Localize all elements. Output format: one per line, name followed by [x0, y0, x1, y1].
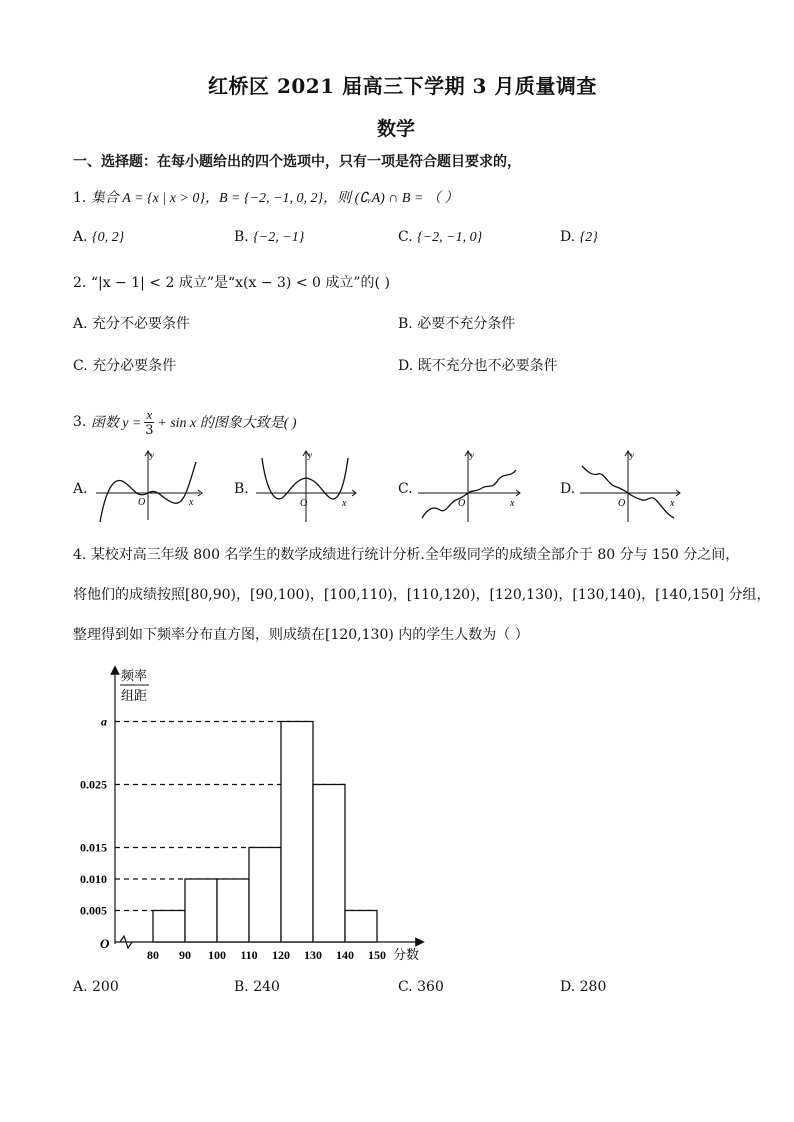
x-tick-label: 140: [336, 948, 354, 962]
question-4-line2: 将他们的成绩按照[80,90)，[90,100)，[100,110)，[110,120)，[120,130)，[130,140)，[140,150] 分组，: [73, 587, 771, 603]
question-stem: “|x − 1| < 2 成立”是“x(x − 3) < 0 成立”的( ): [90, 275, 390, 291]
section-heading: 一、选择题：在每小题给出的四个选项中，只有一项是符合题目要求的，: [73, 154, 521, 170]
question-stem: 某校对高三年级 800 名学生的数学成绩进行统计分析.全年级同学的成绩全部介于 80 分与 150 分之间，: [90, 547, 740, 563]
x-tick-label: 80: [147, 948, 159, 962]
x-tick-label: 130: [304, 948, 322, 962]
question-number: 2.: [73, 275, 87, 291]
option-3b-label[interactable]: B.: [234, 481, 249, 497]
option-2a[interactable]: A. 充分不必要条件: [73, 316, 191, 332]
question-1: [73, 187, 458, 207]
option-3d-graph[interactable]: [578, 448, 684, 524]
x-axis-label: 分数: [393, 947, 420, 962]
question-4-line1: [73, 544, 739, 564]
question-4-line3: 整理得到如下频率分布直方图，则成绩在[120,130) 内的学生人数为（ ）: [73, 627, 529, 643]
option-2b[interactable]: B. 必要不充分条件: [398, 316, 516, 332]
page-title: 红桥区 2021 届高三下学期 3 月质量调查: [208, 74, 597, 98]
histogram-bar: [345, 911, 377, 943]
y-tick-label: a: [101, 714, 107, 729]
origin-label: O: [138, 497, 146, 508]
x-axis-label: x: [670, 498, 675, 509]
x-tick-label: 90: [179, 948, 191, 962]
y-tick-label: 0.025: [80, 777, 107, 792]
y-tick-label: 0.005: [80, 903, 107, 918]
option-1a[interactable]: A. {0, 2}: [73, 229, 125, 245]
origin-label: O: [458, 498, 466, 509]
option-2d[interactable]: D. 既不充分也不必要条件: [398, 358, 558, 374]
y-tick-label: 0.010: [80, 872, 107, 886]
option-3c-label[interactable]: C.: [398, 481, 413, 497]
question-number: 3.: [73, 414, 87, 430]
y-axis-label: y: [630, 450, 634, 460]
origin-label: O: [300, 498, 308, 509]
question-3: [73, 404, 297, 440]
question-number: 4.: [73, 547, 87, 563]
option-4b[interactable]: B. 240: [234, 979, 280, 995]
histogram-bar: [217, 879, 249, 942]
y-axis-label: y: [470, 450, 474, 460]
origin-label: O: [100, 936, 110, 951]
histogram-bar: [313, 785, 345, 943]
y-axis-label-bottom: 组距: [121, 688, 148, 703]
option-2c[interactable]: C. 充分必要条件: [73, 358, 177, 374]
x-tick-label: 120: [272, 948, 290, 962]
option-3b-graph[interactable]: [252, 448, 360, 524]
y-axis-label: y: [150, 450, 154, 460]
question-2: [73, 272, 390, 292]
x-axis-label: x: [342, 498, 347, 509]
histogram-bar: [185, 879, 217, 942]
histogram-bar: [281, 722, 313, 943]
option-3c-graph[interactable]: [416, 448, 524, 524]
frequency-histogram: [60, 660, 440, 965]
option-4a[interactable]: A. 200: [73, 979, 119, 995]
question-stem-post: + sin x 的图象大致是( ): [157, 416, 297, 431]
x-tick-label: 150: [368, 948, 386, 962]
option-3a-graph[interactable]: [92, 448, 204, 524]
y-axis-label: y: [308, 450, 312, 460]
y-tick-label: 0.015: [80, 840, 107, 855]
option-3a-label[interactable]: A.: [73, 481, 88, 497]
question-number: 1.: [73, 190, 87, 206]
question-stem: 集合 A = {x | x > 0}，B = {−2, −1, 0, 2}，则 (∁ᵣA) ∩ B = （ ）: [90, 191, 459, 206]
option-1b[interactable]: B. {−2, −1}: [234, 229, 305, 245]
histogram-bar: [153, 911, 185, 943]
x-tick-label: 100: [208, 948, 226, 962]
subject-title: 数学: [377, 118, 416, 140]
x-axis-label: x: [510, 498, 515, 509]
x-axis-label: x: [189, 497, 194, 508]
x-tick-label: 110: [240, 948, 258, 962]
option-4c[interactable]: C. 360: [398, 979, 444, 995]
option-4d[interactable]: D. 280: [560, 979, 607, 995]
option-1c[interactable]: C. {−2, −1, 0}: [398, 229, 483, 245]
histogram-bar: [249, 848, 281, 943]
option-1d[interactable]: D. {2}: [560, 229, 598, 245]
origin-label: O: [618, 498, 626, 509]
option-3d-label[interactable]: D.: [560, 481, 576, 497]
fraction: $\frac{x}{3}$: [145, 406, 154, 438]
question-stem-pre: 函数 y =: [90, 416, 142, 431]
y-axis-label-top: 频率: [121, 668, 148, 683]
